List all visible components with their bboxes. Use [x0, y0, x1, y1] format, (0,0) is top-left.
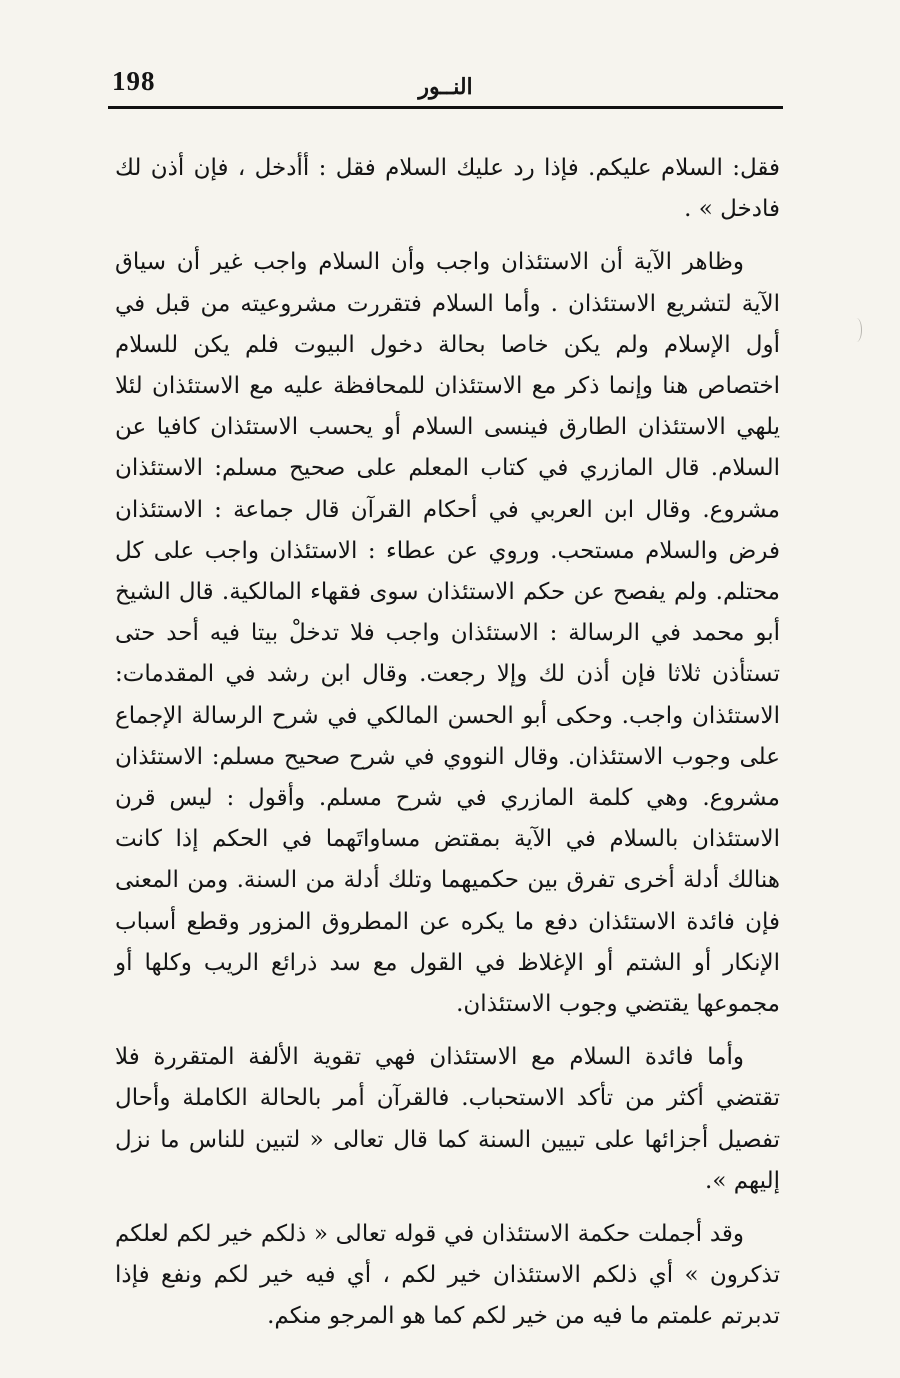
margin-mark — [851, 318, 862, 342]
paragraph-quote-end: فقل: السلام عليكم. فإذا رد عليك السلام فقل : أأدخل ، فإن أذن لك فادخل » . — [115, 155, 780, 223]
running-title: النــور — [418, 74, 473, 100]
paragraph-wisdom: وقد أجملت حكمة الاستئذان في قوله تعالى « ذلكم خير لكم لعلكم تذكرون » أي ذلكم الاستئذان خير لكم ، أي فيه خير لكم ونفع فإذا تدبرتم علمتم ما فيه من خير لكم كما هو المرجو منكم. — [115, 1221, 780, 1330]
page-number: 198 — [112, 66, 156, 96]
paragraph-salam-benefit: وأما فائدة السلام مع الاستئذان فهي تقوية الألفة المتقررة فلا تقتضي أكثر من تأكد الاستحباب. فالقرآن أمر بالحالة الكاملة وأحال تفصيل أجزائها على تبيين السنة كما قال تعالى « لتبين للناس ما نزل إليهم ». — [115, 1044, 780, 1194]
page-body — [115, 148, 780, 1350]
page-header — [108, 62, 783, 106]
paragraph-ruling: وظاهر الآية أن الاستئذان واجب وأن السلام واجب غير أن سياق الآية لتشريع الاستئذان . وأما السلام فتقررت مشروعيته من قبل في أول الإسلام ولم يكن خاصا بحالة دخول البيوت فلم يكن للسلام اختصاص هنا وإنما ذكر مع الاستئذان للمحافظة عليه مع الاستئذان لئلا يلهي الاستئذان الطارق فينسى السلام أو يحسب الاستئذان كافيا عن السلام. قال المازري في كتاب المعلم على صحيح مسلم: الاستئذان مشروع. وقال ابن العربي في أحكام القرآن قال جماعة : الاستئذان فرض والسلام مستحب. وروي عن عطاء : الاستئذان واجب على كل محتلم. ولم يفصح عن حكم الاستئذان سوى فقهاء المالكية. قال الشيخ أبو محمد في الرسالة : الاستئذان واجب فلا تدخلْ بيتا فيه أحد حتى تستأذن ثلاثا فإن أذن لك وإلا رجعت. وقال ابن رشد في المقدمات: الاستئذان واجب. وحكى أبو الحسن المالكي في شرح الرسالة الإجماع على وجوب الاستئذان. وقال النووي في شرح صحيح مسلم: الاستئذان مشروع. وهي كلمة المازري في شرح مسلم. وأقول : ليس قرن الاستئذان بالسلام في الآية بمقتض مساواتَهما في الحكم إذا كانت هنالك أدلة أخرى تفرق بين حكميهما وتلك أدلة من السنة. ومن المعنى فإن فائدة الاستئذان دفع ما يكره عن المطروق المزور وقطع أسباب الإنكار أو الشتم أو الإغلاظ في القول مع سد ذرائع الريب وكلها أو مجموعها يقتضي وجوب الاستئذان. — [115, 249, 780, 1018]
header-rule — [108, 106, 783, 109]
